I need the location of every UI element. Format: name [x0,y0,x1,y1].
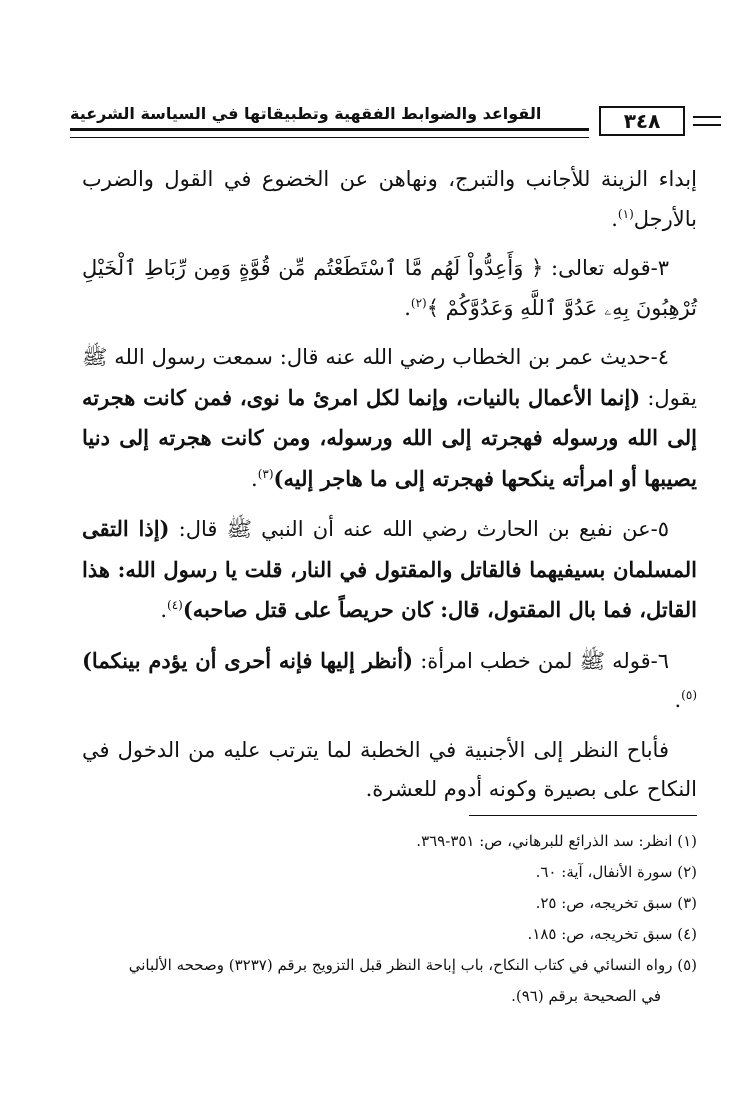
footnote-ref-3: (٣) [257,466,274,481]
main-text [82,160,697,820]
paragraph-1 [82,160,697,239]
item-3 [82,249,697,328]
paragraph-1-end: . [611,206,618,231]
footnote-5: (٥) رواه النسائي في كتاب النكاح، باب إباحة النظر قبل التزويج برقم (٣٢٣٧) وصححه الألباني [128,956,697,974]
footnote-ref-5: (٥) [681,688,697,702]
running-header [70,100,685,142]
footnote-ref-4: (٤) [167,598,183,612]
footnotes [57,826,697,1012]
item-3-end: . [404,295,411,320]
conclusion-paragraph: فأباح النظر إلى الأجنبية في الخطبة لما يترتب عليه من الدخول في النكاح على بصيرة وكونه أدوم للعشرة. [82,737,697,801]
item-6 [82,641,697,721]
item-4-prefix: ٤-حديث عمر بن الخطاب رضي الله عنه قال: سمعت رسول الله ﷺ يقول: [82,345,698,410]
item-3-prefix: ٣-قوله تعالى: [543,256,669,280]
header-title: القواعد والضوابط الفقهية وتطبيقاتها في السياسة الشرعية [70,104,542,123]
page-number: ٣٤٨ [599,106,685,136]
header-ornament [693,116,721,126]
item-4-end: . [251,466,258,491]
item-5-hadith: (إذا التقى المسلمان بسيفيهما فالقاتل والمقتول في النار، قلت يا رسول الله: هذا القاتل، فما بال المقتول، قال: كان حريصاً على قتل صاحبه) [82,516,697,622]
item-5-end: . [160,598,167,622]
item-6-end: . [674,688,682,712]
footnote-1: (١) انظر: سد الذرائع للبرهاني، ص: ٣٥١-٣٦٩. [416,832,697,850]
footnote-5-continuation: في الصحيحة برقم (٩٦). [511,987,661,1005]
item-4 [82,338,697,499]
item-5-prefix: ٥-عن نفيع بن الحارث رضي الله عنه أن النبي ﷺ قال: [169,517,669,541]
item-6-hadith: (أنظر إليها فإنه أحرى أن يؤدم بينكما) [82,647,414,673]
item-5 [82,509,697,631]
footnote-separator [469,815,697,816]
paragraph-1-text: إبداء الزينة للأجانب والتبرج، ونهاهن عن الخضوع في القول والضرب بالأرجل [82,167,697,231]
header-rule [70,128,589,138]
footnote-4: (٤) سبق تخريجه، ص: ١٨٥. [527,925,697,943]
footnote-ref-2: (٢) [410,295,427,310]
item-4-hadith: (إنما الأعمال بالنيات، وإنما لكل امرئ ما نوى، فمن كانت هجرته إلى الله ورسوله فهجرته إلى الله ورسوله، ومن كانت هجرته إلى دنيا يصيبها أو امرأته ينكحها فهجرته إلى ما هاجر إليه) [82,384,697,491]
item-6-prefix: ٦-قوله ﷺ لمن خطب امرأة: [413,648,669,673]
footnote-3: (٣) سبق تخريجه، ص: ٢٥. [535,894,697,912]
quran-verse: ﴿ وَأَعِدُّواْ لَهُم مَّا ٱسْتَطَعْتُم مِّن قُوَّةٍ وَمِن رِّبَاطِ ٱلْخَيْلِ تُرْهِبُونَ بِهِۦ عَدُوَّ ٱللَّهِ وَعَدُوَّكُمْ ﴾ [82,256,697,320]
footnote-ref-1: (١) [617,206,634,221]
footnote-2: (٢) سورة الأنفال، آية: ٦٠. [535,863,697,881]
